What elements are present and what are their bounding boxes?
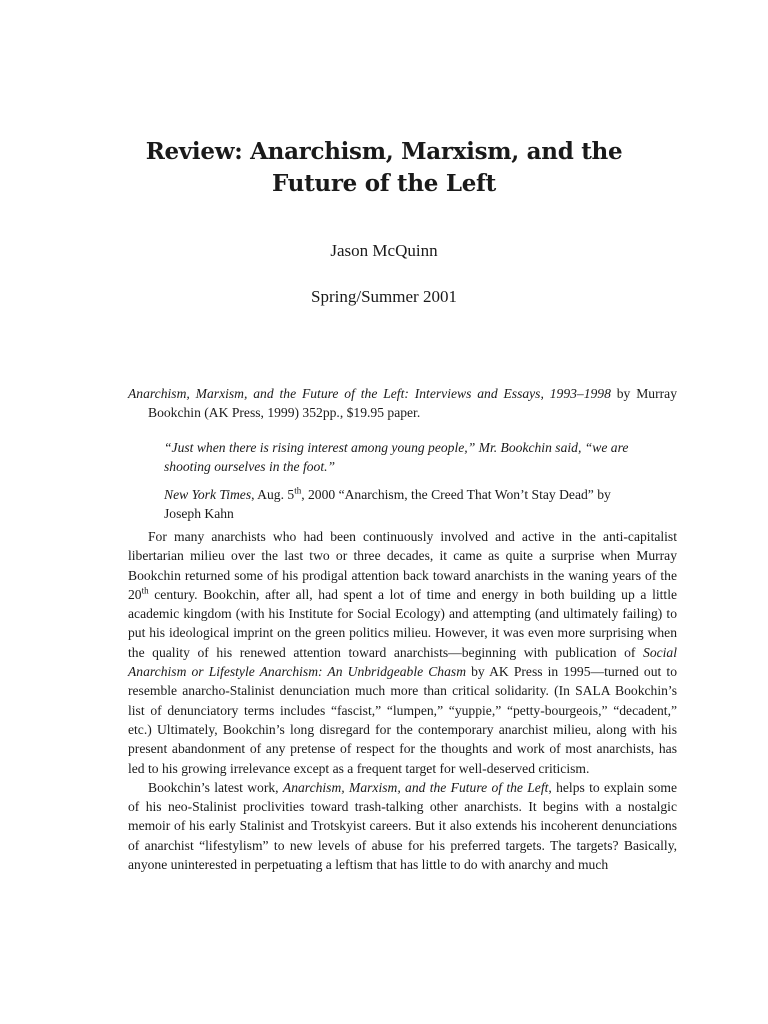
cited-title: Anarchism, Marxism, and the Future of the Left: [282, 779, 549, 795]
paragraph-text: Bookchin’s latest work,: [148, 779, 283, 795]
paragraph: [128, 527, 677, 778]
article-body: [128, 527, 677, 874]
book-title: Anarchism, Marxism, and the Future of the Left: Interviews and Essays, 1993–1998: [128, 386, 611, 401]
page-title: Review: Anarchism, Marxism, and the Future of the Left: [145, 138, 623, 197]
epigraph-quote: [164, 438, 642, 477]
publication-date: Spring/Summer 2001: [311, 287, 457, 306]
superscript: th: [141, 585, 149, 596]
paragraph: [128, 778, 677, 874]
author-name: Jason McQuinn: [330, 241, 438, 260]
epigraph: [164, 438, 642, 531]
source-date: , Aug. 5: [251, 486, 295, 502]
bibliography-entry: [128, 384, 677, 423]
source-date-superscript: th: [294, 485, 302, 496]
cited-title: Social Anarchism or Lifestyle Anarchism: An Unbridgeable Chasm: [128, 644, 677, 680]
bibliography-details: by Murray Bookchin (AK Press, 1999) 352pp., $19.95 paper.: [148, 386, 677, 421]
paragraph-text: by AK Press in 1995—turned out to resemble anarcho-Stalinist denunciation much more than critical solidarity. (In SALA Bookchin’s list of denunciatory terms includes “fascist,” “lumpen,” “yuppie,” “petty-bourgeois,” “decadent,” etc.) Ultimately, Bookchin’s long disregard for the contemporary anarchist milieu, along with his present abandonment of any pretense of respect for the thoughts and work of most anarchists, has led to his growing irrelevance except as a frequent target for well-deserved criticism.: [128, 664, 677, 776]
source-details: , 2000 “Anarchism, the Creed That Won’t Stay Dead” by Joseph Kahn: [164, 486, 611, 521]
epigraph-source: [164, 485, 642, 524]
paragraph-text: For many anarchists who had been continuously involved and active in the anti-capitalist libertarian milieu over the last two or three decades, it came as quite a surprise when Murray Bookchin returned some of his prodigal attention back toward anarchists in the waning years of the 20: [128, 529, 677, 602]
source-publication: New York Times: [164, 486, 252, 502]
paragraph-text: century. Bookchin, after all, had spent a lot of time and energy in both building up a little academic kingdom (with his Institute for Social Ecology) and attempting (and ultimately failing) to put his ideological imprint on the green politics milieu. However, it was even more surprising when the quality of his renewed attention toward anarchists—beginning with publication of: [128, 586, 677, 660]
paragraph-text: , helps to explain some of his neo-Stalinist proclivities toward trash-talking other anarchists. It begins with a nostalgic memoir of his early Stalinist and Trotskyist careers. But it also extends his incoherent denunciations of anarchist “lifestylism” to new levels of abuse for his preferred targets. The targets? Basically, anyone uninterested in perpetuating a leftism that has little to do with anarchy and much: [128, 779, 677, 873]
epigraph-quote-text: “Just when there is rising interest among young people,” Mr. Bookchin said, “we are shooting ourselves in the foot.”: [164, 440, 629, 475]
